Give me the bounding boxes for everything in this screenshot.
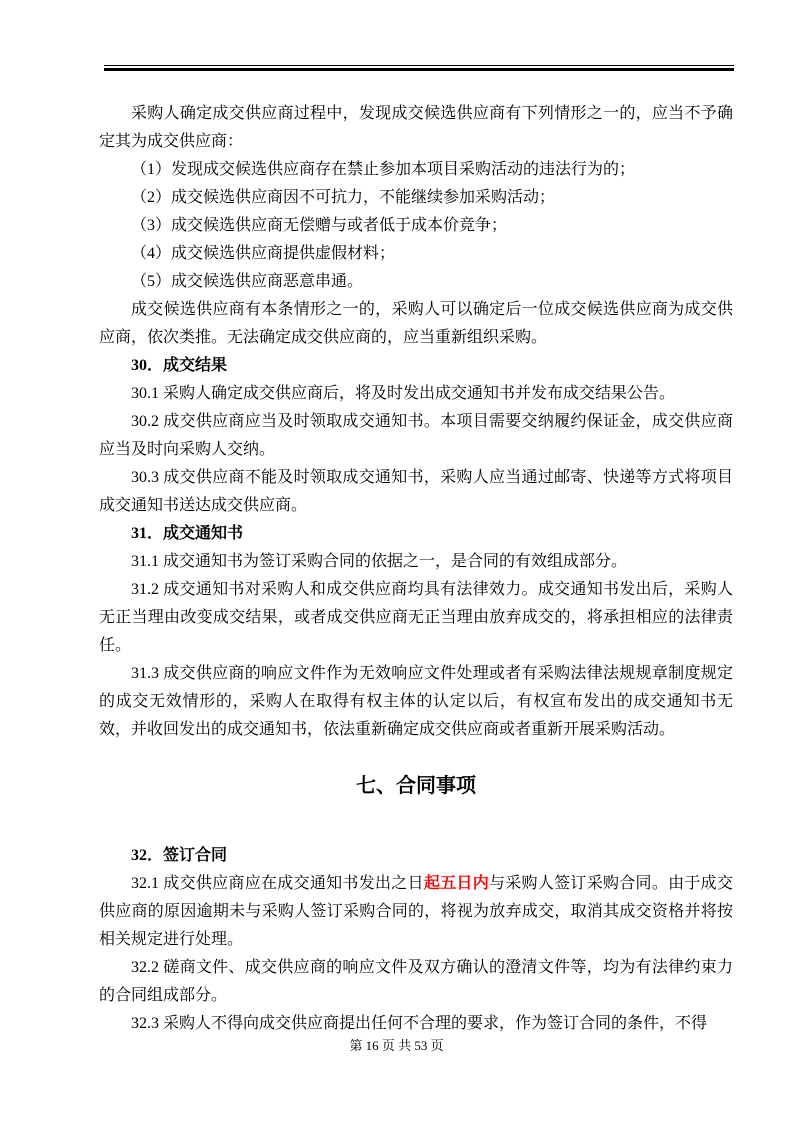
clause-31-1: 31.1 成交通知书为签订采购合同的依据之一，是合同的有效组成部分。 xyxy=(131,553,628,570)
list-item-3: （3）成交候选供应商无偿赠与或者低于成本价竞争； xyxy=(131,217,508,234)
page-number-footer: 第 16 页 共 53 页 xyxy=(349,1038,444,1053)
clause-32-3: 32.3 采购人不得向成交供应商提出任何不合理的要求，作为签订合同的条件，不得 xyxy=(131,1015,708,1032)
clause-32-1-text-after: 与采购人签订采购合同。由于成交供应商的原因逾期未与采购人签订采购合同的，将视为放弃成交，取消其成交资格并将按相关规定进行处理。 xyxy=(99,875,733,948)
clause-32-2: 32.2 磋商文件、成交供应商的响应文件及双方确认的澄清文件等，均为有法律约束力的合同组成部分。 xyxy=(99,959,733,1004)
clause-30-3: 30.3 成交供应商不能及时领取成交通知书，采购人应当通过邮寄、快递等方式将项目成交通知书送达成交供应商。 xyxy=(99,469,733,514)
clause-30-1: 30.1 采购人确定成交供应商后，将及时发出成交通知书并发布成交结果公告。 xyxy=(131,385,676,402)
clause-32-1-red-highlight: 起五日内 xyxy=(423,875,489,892)
chapter-heading-7: 七、合同事项 xyxy=(356,775,476,797)
list-item-2: （2）成交候选供应商因不可抗力，不能继续参加采购活动； xyxy=(131,189,556,206)
clause-32-1 xyxy=(99,870,733,954)
clause-31-2: 31.2 成交通知书对采购人和成交供应商均具有法律效力。成交通知书发出后，采购人无正当理由改变成交结果，或者成交供应商无正当理由放弃成交的，将承担相应的法律责任。 xyxy=(99,581,733,654)
intro-paragraph: 采购人确定成交供应商过程中，发现成交候选供应商有下列情形之一的，应当不予确定其为成交供应商： xyxy=(99,105,733,150)
intro-follow-paragraph: 成交候选供应商有本条情形之一的，采购人可以确定后一位成交候选供应商为成交供应商，依次类推。无法确定成交供应商的，应当重新组织采购。 xyxy=(99,301,733,346)
clause-31-3: 31.3 成交供应商的响应文件作为无效响应文件处理或者有采购法律法规规章制度规定的成交无效情形的，采购人在取得有权主体的认定以后，有权宣布发出的成交通知书无效，并收回发出的成交通知书，依法重新确定成交供应商或者重新开展采购活动。 xyxy=(99,665,733,738)
section-heading-32: 32．签订合同 xyxy=(131,847,228,864)
list-item-4: （4）成交候选供应商提供虚假材料； xyxy=(131,245,396,262)
section-heading-31: 31．成交通知书 xyxy=(131,525,244,542)
document-body xyxy=(99,100,733,1038)
header-rule-divider xyxy=(104,65,734,71)
clause-30-2: 30.2 成交供应商应当及时领取成交通知书。本项目需要交纳履约保证金，成交供应商应当及时向采购人交纳。 xyxy=(99,413,733,458)
list-item-5: （5）成交候选供应商恶意串通。 xyxy=(131,273,364,290)
section-heading-30: 30．成交结果 xyxy=(131,357,228,374)
list-item-1: （1）发现成交候选供应商存在禁止参加本项目采购活动的违法行为的； xyxy=(131,161,636,178)
clause-32-1-text-before: 32.1 成交供应商应在成交通知书发出之日 xyxy=(131,875,424,892)
